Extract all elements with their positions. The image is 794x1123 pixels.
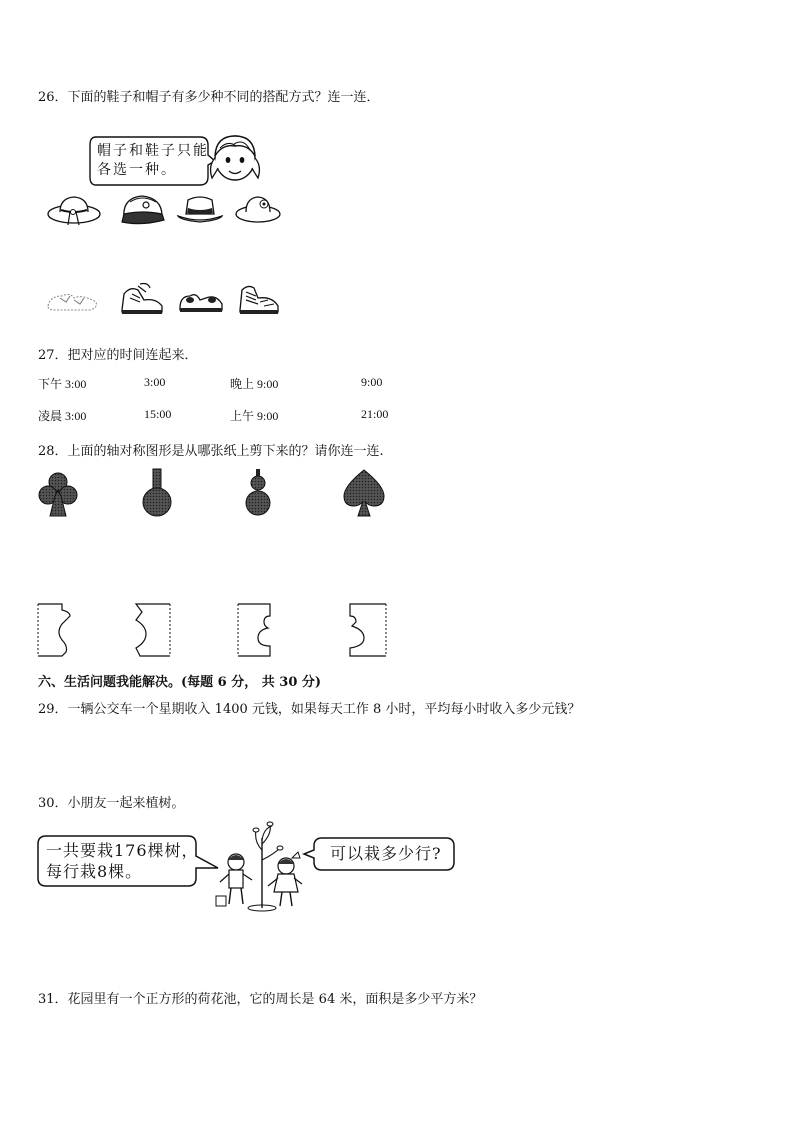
q27-text: 27．把对应的时间连起来． <box>38 348 198 363</box>
club-shape-icon <box>36 470 80 518</box>
q30-right-bubble-text: 可以栽多少行? <box>330 844 442 863</box>
q30-left-bubble-line1: 一共要栽176棵树， <box>46 841 199 860</box>
shoe-3-icon <box>176 284 226 316</box>
q30-text: 30．小朋友一起来植树。 <box>38 796 185 811</box>
q26-bubble-line1: 帽子和鞋子只能 <box>97 143 209 159</box>
time-label: 凌晨 3:00 <box>38 409 87 423</box>
hat-3-icon <box>176 192 224 226</box>
shoe-2-icon <box>116 280 166 318</box>
paper-2-icon <box>130 602 172 658</box>
q28-text: 28．上面的轴对称图形是从哪张纸上剪下来的？请你连一连. <box>38 444 384 459</box>
hat-4-icon <box>234 192 282 226</box>
hat-1-icon <box>46 192 102 230</box>
time-label: 9:00 <box>361 375 383 389</box>
shoe-4-icon <box>234 280 282 318</box>
gourd-shape-icon <box>242 468 274 518</box>
time-label: 下午 3:00 <box>38 377 87 391</box>
children-planting-tree-icon <box>212 820 312 912</box>
q26-text: 26．下面的鞋子和帽子有多少种不同的搭配方式？连一连． <box>38 90 380 105</box>
hat-2-icon <box>118 190 166 228</box>
q29-text: 29．一辆公交车一个星期收入 1400 元钱，如果每天工作 8 小时，平均每小时收入多少元钱？ <box>38 702 581 717</box>
girl-icon <box>206 128 264 188</box>
time-label: 3:00 <box>144 375 166 389</box>
q30-left-bubble-line2: 每行栽8棵。 <box>46 862 143 881</box>
q26-bubble-line2: 各选一种。 <box>97 162 177 178</box>
spade-shape-icon <box>340 468 388 518</box>
shoe-1-icon <box>44 282 102 316</box>
time-label: 晚上 9:00 <box>230 377 279 391</box>
paper-3-icon <box>236 602 278 658</box>
time-label: 15:00 <box>144 407 172 421</box>
time-label: 21:00 <box>361 407 389 421</box>
paper-1-icon <box>36 602 78 658</box>
q31-text: 31．花园里有一个正方形的荷花池，它的周长是 64 米，面积是多少平方米？ <box>38 992 483 1007</box>
bottle-shape-icon <box>140 468 174 518</box>
section-title: 六、生活问题我能解决。(每题 6 分， 共 30 分) <box>38 675 322 690</box>
time-label: 上午 9:00 <box>230 409 279 423</box>
paper-4-icon <box>344 602 388 658</box>
